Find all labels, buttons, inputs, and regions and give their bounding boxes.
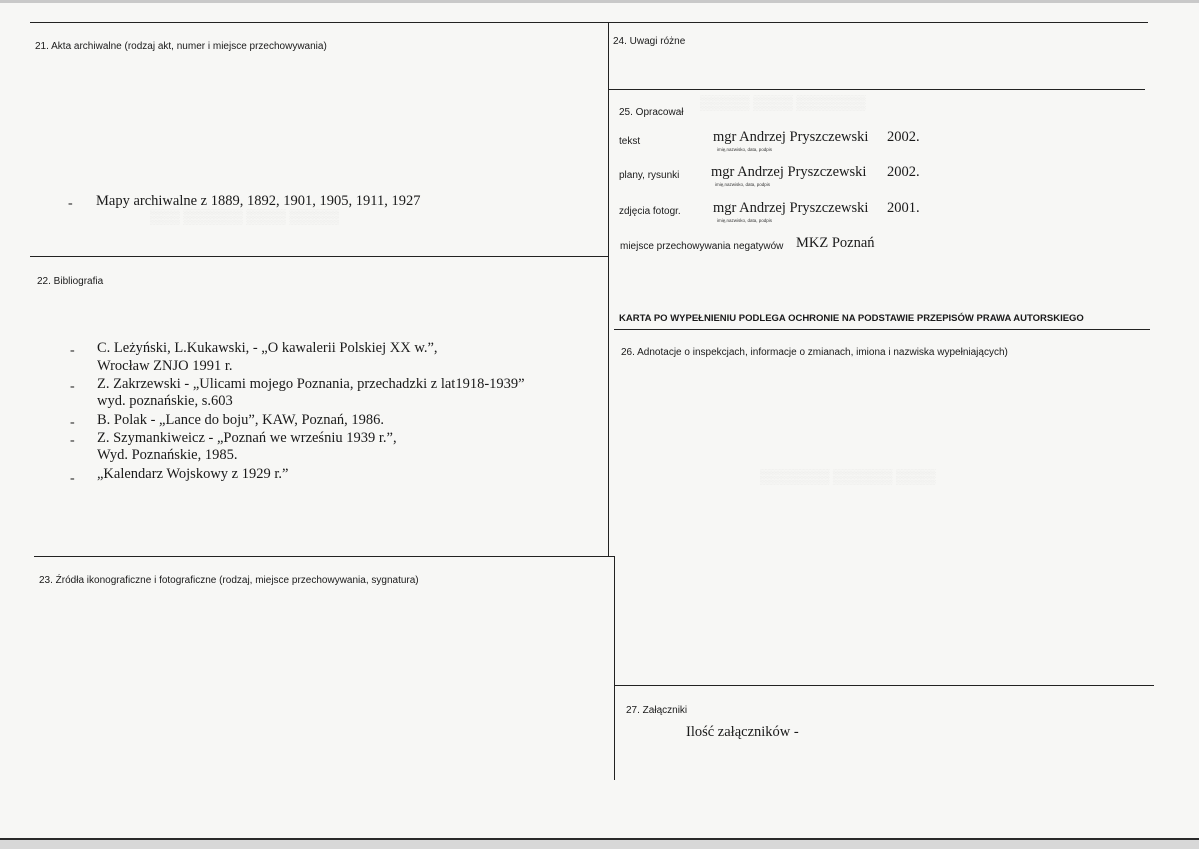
bleed-through-mark: ▒▒▒▒▒▒▒ ▒▒▒▒▒▒ ▒▒▒▒ (760, 470, 936, 485)
bleed-through-mark: ▒▒▒ ▒▒▒▒▒▒ ▒▒▒▒ ▒▒▒▒▒ (150, 210, 340, 225)
bullet-dash: - (70, 433, 75, 448)
author-year-photos: 2001. (887, 200, 920, 216)
top-rule (30, 22, 1148, 23)
section-22-label: 22. Bibliografia (37, 276, 104, 287)
scan-top-edge (0, 0, 1199, 3)
bibliography-item-1: C. Leżyński, L.Kukawski, - „O kawalerii Polskiej XX w.”, (97, 340, 438, 356)
bibliography-item-1-cont: Wrocław ZNJO 1991 r. (97, 358, 233, 374)
negatives-location-label: miejsce przechowywania negatywów (620, 241, 784, 252)
author-name-photos: mgr Andrzej Pryszczewski (713, 200, 869, 216)
section-27-label: 27. Załączniki (626, 705, 688, 716)
signature-hint: imię,nazwisko, data, podpis (715, 182, 771, 187)
author-row-label-text: tekst (619, 136, 641, 147)
bullet-dash: - (68, 196, 73, 211)
bullet-dash: - (70, 343, 75, 358)
bibliography-item-4: Z. Szymankiweicz - „Poznań we wrześniu 1939 r.”, (97, 430, 397, 446)
rule-s24-s25 (609, 89, 1145, 90)
author-name-plans: mgr Andrzej Pryszczewski (711, 164, 867, 180)
author-year-plans: 2002. (887, 164, 920, 180)
author-year-text: 2002. (887, 129, 920, 145)
bibliography-item-4-cont: Wyd. Poznańskie, 1985. (97, 447, 238, 463)
bibliography-item-2: Z. Zakrzewski - „Ulicami mojego Poznania, przechadzki z lat1918-1939” (97, 376, 525, 392)
section-25-label: 25. Opracował (619, 107, 684, 118)
signature-hint: imię,nazwisko, data, podpis (717, 218, 773, 223)
rule-s25-s26 (614, 329, 1150, 330)
section-21-label: 21. Akta archiwalne (rodzaj akt, numer i miejsce przechowywania) (35, 41, 327, 52)
center-rule-lower (614, 556, 615, 780)
bullet-dash: - (70, 415, 75, 430)
bullet-dash: - (70, 379, 75, 394)
section-23-label: 23. Źródła ikonograficzne i fotograficzne (rodzaj, miejsce przechowywania, sygnatura) (39, 575, 419, 586)
negatives-location-value: MKZ Poznań (796, 235, 875, 251)
section-26-label: 26. Adnotacje o inspekcjach, informacje o zmianach, imiona i nazwiska wypełniających) (621, 347, 1008, 358)
author-row-label-plans: plany, rysunki (619, 170, 680, 181)
signature-hint: imię,nazwisko, data, podpis (717, 147, 773, 152)
rule-s21-s22 (30, 256, 609, 257)
rule-s26-s27 (614, 685, 1154, 686)
attachments-count-text: Ilość załączników - (686, 724, 799, 740)
author-row-label-photos: zdjęcia fotogr. (619, 206, 681, 217)
bleed-through-mark: ▒▒▒▒▒ ▒▒▒▒ ▒▒▒▒▒▒▒ (700, 96, 866, 111)
archival-maps-entry: Mapy archiwalne z 1889, 1892, 1901, 1905, 1911, 1927 (96, 193, 421, 209)
copyright-notice: KARTA PO WYPEŁNIENIU PODLEGA OCHRONIE NA PODSTAWIE PRZEPISÓW PRAWA AUTORSKIEGO (619, 313, 1084, 324)
bibliography-item-3: B. Polak - „Lance do boju”, KAW, Poznań, 1986. (97, 412, 385, 428)
center-rule-upper (608, 22, 609, 556)
section-24-label: 24. Uwagi różne (613, 36, 686, 47)
bullet-dash: - (70, 471, 75, 486)
author-name-text: mgr Andrzej Pryszczewski (713, 129, 869, 145)
scan-bottom-edge (0, 838, 1199, 849)
bibliography-item-2-cont: wyd. poznańskie, s.603 (97, 393, 233, 409)
rule-s22-s23 (34, 556, 615, 557)
bibliography-item-5: „Kalendarz Wojskowy z 1929 r.” (97, 466, 289, 482)
